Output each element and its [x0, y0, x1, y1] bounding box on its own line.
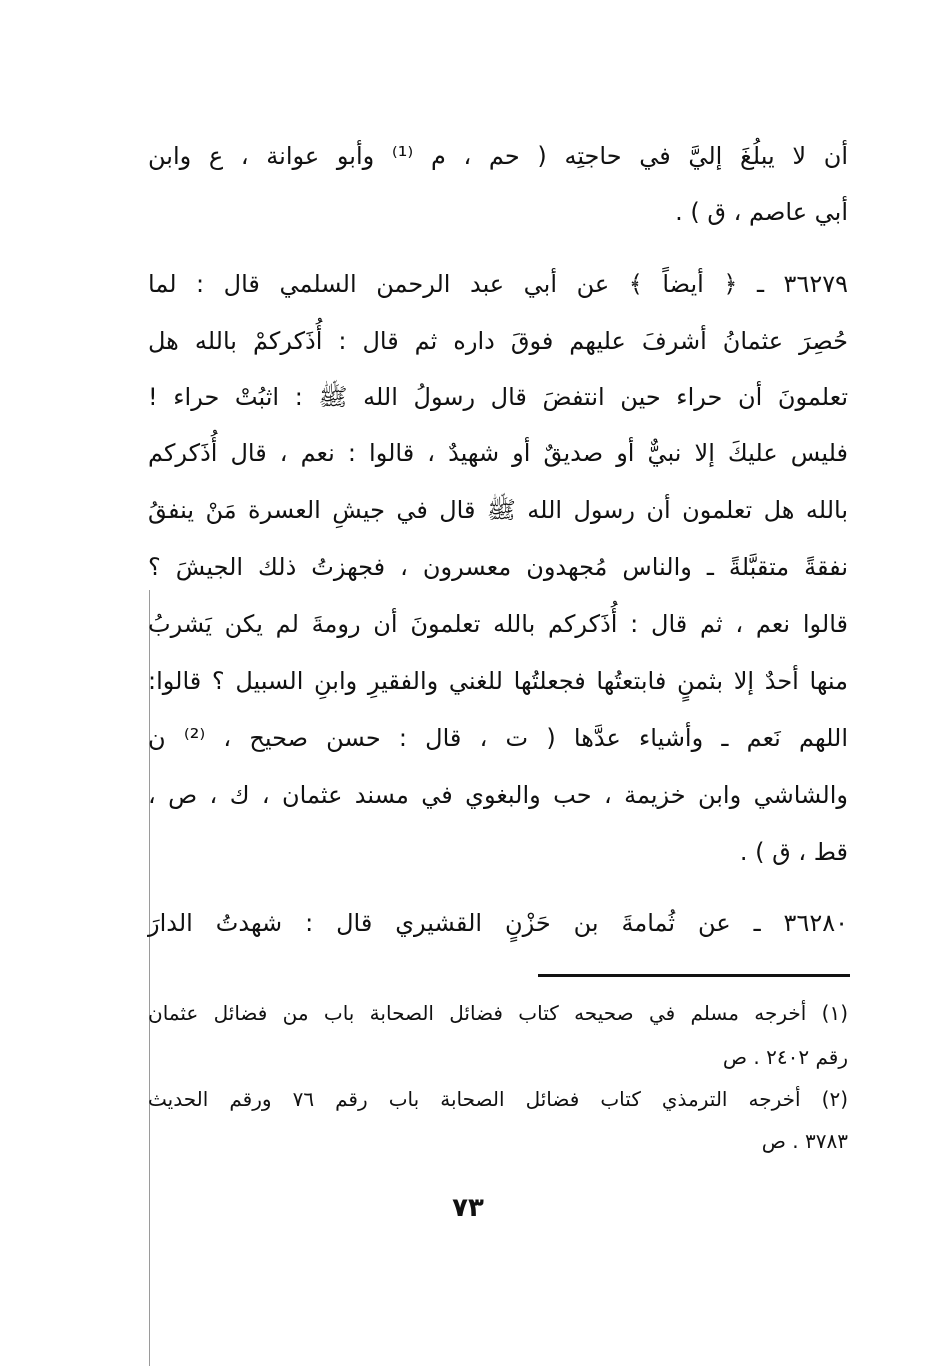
- hadith-36279-line-5: بالله هل تعلمون أن رسول الله ﷺ قال في جيشِ العسرة مَنْ ينفقُ: [148, 496, 848, 524]
- hadith-36279-line-7: قالوا نعم ، ثم قال : أُذَكركم بالله تعلمونَ أن رومةَ لم يكن يَشربُ: [148, 610, 848, 638]
- page-number: ٧٣: [452, 1193, 484, 1223]
- footnote-divider: [538, 974, 850, 977]
- hadith-36279-line-10: والشاشي وابن خزيمة ، حب والبغوي في مسند عثمان ، ك ، ص ،: [148, 781, 848, 809]
- text-line-1: أن لا يبلُغَ إليَّ في حاجتِه ( حم ، م ⁽¹⁾ وأبو عوانة ، ع وابن: [148, 142, 848, 170]
- hadith-36279-line-11: قط ، ق ) .: [739, 838, 848, 866]
- hadith-36279-line-2: حُصِرَ عثمانُ أشرفَ عليهم فوقَ داره ثم قال : أُذَكركمْ بالله هل: [148, 327, 848, 355]
- footnote-1-line-2: رقم ٢٤٠٢ . ص: [722, 1045, 848, 1069]
- hadith-36279-line-1: ٣٦٢٧٩ ـ ﴿ أيضاً ﴾ عن أبي عبد الرحمن السلمي قال : لما: [148, 270, 848, 298]
- hadith-36279-line-4: فليس عليكَ إلا نبيٌّ أو صديقٌ أو شهيدٌ ، قالوا : نعم ، قال أُذَكركم: [148, 439, 848, 467]
- hadith-36280-line-1: ٣٦٢٨٠ ـ عن ثُمامةَ بن حَزْنٍ القشيري قال : شهدتُ الدارَ: [148, 909, 848, 937]
- hadith-36279-line-8: منها أحدٌ إلا بثمنٍ فابتعتُها فجعلتُها للغني والفقيرِ وابنِ السبيل ؟ قالوا:: [148, 667, 848, 695]
- hadith-36279-line-3: تعلمونَ أن حراء حين انتفضَ قال رسولُ الله ﷺ : اثبُتْ حراء !: [148, 383, 848, 411]
- hadith-36279-line-9: اللهم نَعم ـ وأشياء عدَّها ( ت ، قال : حسن صحيح ، ⁽²⁾ ن: [148, 724, 848, 752]
- footnote-1-line-1: (١) أخرجه مسلم في صحيحه كتاب فضائل الصحابة باب من فضائل عثمان: [148, 1001, 848, 1025]
- text-line-2: أبي عاصم ، ق ) .: [675, 198, 848, 226]
- hadith-36279-line-6: نفقةً متقبَّلةً ـ والناس مُجهدون معسرون ، فجهزتُ ذلك الجيشَ ؟: [148, 553, 848, 581]
- footnote-2-line-1: (٢) أخرجه الترمذي كتاب فضائل الصحابة باب رقم ٧٦ ورقم الحديث: [148, 1087, 848, 1111]
- footnote-2-line-2: ٣٧٨٣ . ص: [761, 1129, 848, 1153]
- margin-rule: [149, 590, 150, 1366]
